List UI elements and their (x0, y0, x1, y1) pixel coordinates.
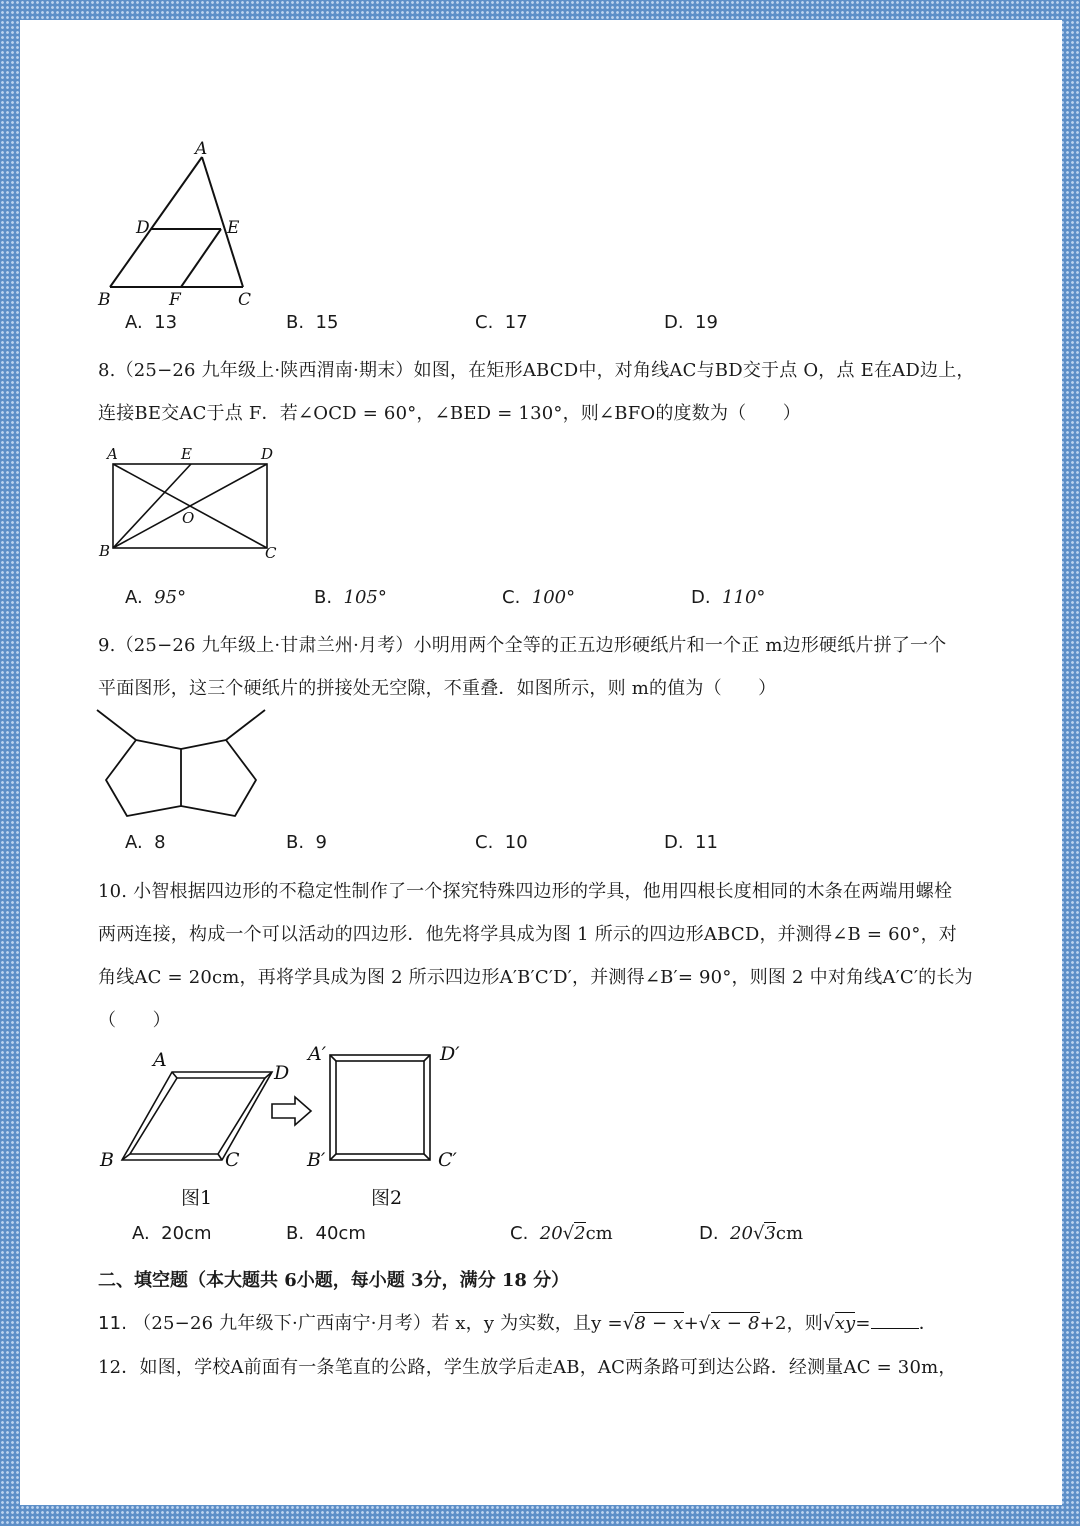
q8-rectangle-figure (95, 445, 295, 565)
q7-label-d: D (136, 218, 150, 238)
q10-caption-fig1: 图1 (181, 1187, 213, 1209)
q10-fig2-label-d: D′ (440, 1043, 460, 1065)
q7-label-a: A (195, 139, 208, 159)
q10-fig1-label-b: B (100, 1149, 114, 1171)
q7-label-f: F (169, 290, 181, 310)
q9-option-a[interactable]: A. 8 (125, 832, 166, 853)
q9-option-b[interactable]: B. 9 (286, 832, 327, 853)
q10-fig1-label-c: C (225, 1149, 240, 1171)
q7-option-d[interactable]: D. 19 (664, 312, 718, 333)
q9-option-d[interactable]: D. 11 (664, 832, 718, 853)
q8-text-line2: 连接BE交AC于点 F．若∠OCD = 60°，∠BED = 130°，则∠BFO的度数为（ ） (98, 403, 801, 424)
q12-text-line1: 12．如图，学校A前面有一条笔直的公路，学生放学后走AB，AC两条路可到达公路．经测量AC = 30m， (98, 1357, 957, 1378)
q7-option-c[interactable]: C. 17 (475, 312, 528, 333)
q10-text-line2: 两两连接，构成一个可以活动的四边形．他先将学具成为图 1 所示的四边形ABCD，并测得∠B = 60°，对 (98, 924, 957, 945)
q10-option-c[interactable]: C. 20√2cm (510, 1223, 613, 1244)
q8-option-a[interactable]: A. 95° (125, 587, 187, 608)
arrow-right-icon (272, 1097, 311, 1125)
q10-caption-fig2: 图2 (371, 1187, 403, 1209)
q9-option-c[interactable]: C. 10 (475, 832, 528, 853)
q8-option-d[interactable]: D. 110° (691, 587, 766, 608)
q8-label-d: D (261, 445, 274, 463)
worksheet-page (20, 20, 1062, 1505)
q10-fig2-label-c: C′ (438, 1149, 457, 1171)
q9-pentagons-figure (90, 705, 280, 825)
q8-label-c: C (265, 544, 277, 562)
q8-option-b[interactable]: B. 105° (314, 587, 387, 608)
q9-text-line1: 9.（25−26 九年级上·甘肃兰州·月考）小明用两个全等的正五边形硬纸片和一个正 m边形硬纸片拼了一个 (98, 635, 947, 656)
q10-option-d[interactable]: D. 20√3cm (699, 1223, 804, 1244)
q7-label-e: E (227, 218, 240, 238)
q11-answer-blank[interactable] (871, 1312, 919, 1329)
q7-option-b[interactable]: B. 15 (286, 312, 339, 333)
q10-text-line1: 10. 小智根据四边形的不稳定性制作了一个探究特殊四边形的学具，他用四根长度相同的木条在两端用螺栓 (98, 881, 953, 902)
q10-option-b[interactable]: B. 40cm (286, 1223, 366, 1244)
q10-figures (95, 1042, 475, 1212)
q8-label-e: E (181, 445, 192, 463)
q9-text-line2: 平面图形，这三个硬纸片的拼接处无空隙，不重叠．如图所示，则 m的值为（ ） (98, 678, 777, 699)
q8-text-line1: 8.（25−26 九年级上·陕西渭南·期末）如图，在矩形ABCD中，对角线AC与BD交于点 O，点 E在AD边上， (98, 360, 975, 381)
q10-text-line3: 角线AC = 20cm，再将学具成为图 2 所示四边形A′B′C′D′，并测得∠B′= 90°，则图 2 中对角线A′C′的长为 (98, 967, 973, 988)
q10-fig2-label-a: A′ (308, 1043, 327, 1065)
q7-option-a[interactable]: A. 13 (125, 312, 178, 333)
q8-label-a: A (107, 445, 118, 463)
q10-text-line4: （ ） (98, 1010, 171, 1031)
q10-fig1-label-a: A (153, 1049, 167, 1071)
q7-label-b: B (98, 290, 111, 310)
q10-fig2-label-b: B′ (307, 1149, 326, 1171)
q7-label-c: C (238, 290, 252, 310)
q11-text: 11. （25−26 九年级下·广西南宁·月考）若 x，y 为实数，且y =√8 − x+√x − 8+2，则√xy= ． (98, 1313, 937, 1334)
section-heading-fill-in: 二、填空题（本大题共 6小题，每小题 3分，满分 18 分） (98, 1270, 570, 1291)
q10-option-a[interactable]: A. 20cm (132, 1223, 212, 1244)
q8-label-o: O (182, 509, 195, 527)
q7-triangle-figure (90, 135, 290, 315)
q8-label-b: B (99, 542, 111, 560)
q8-option-c[interactable]: C. 100° (502, 587, 576, 608)
q10-fig1-label-d: D (274, 1062, 290, 1084)
